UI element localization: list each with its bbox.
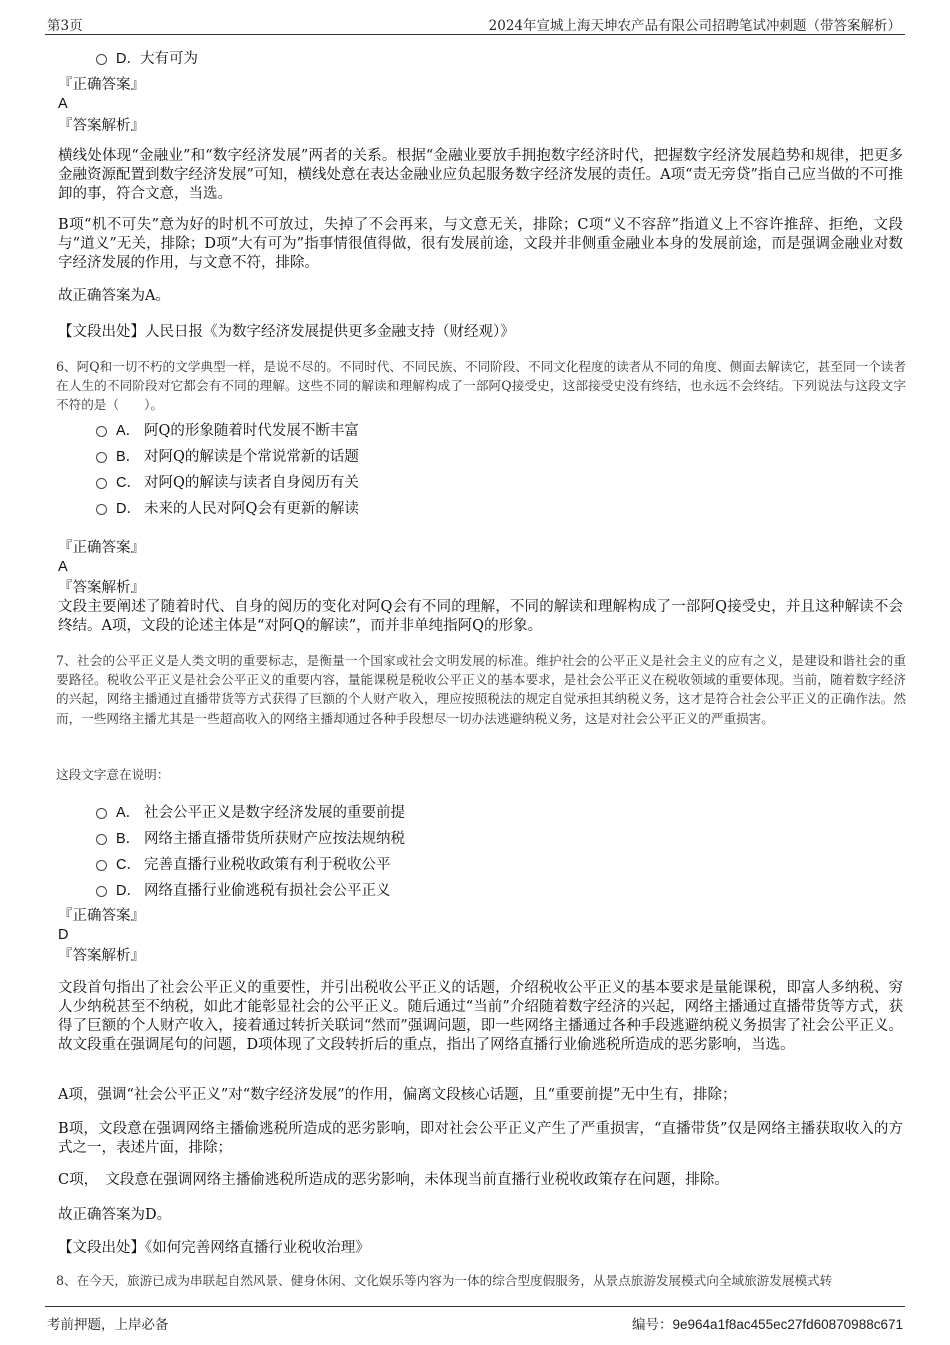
analysis-conclusion: 故正确答案为A。 (58, 288, 170, 304)
code-value: 9e964a1f8ac455ec27fd60870988c671 (672, 1317, 903, 1332)
radio-icon[interactable] (96, 426, 107, 437)
footer-slogan: 考前押题，上岸必备 (47, 1317, 169, 1333)
answer-label: 『正确答案』 (58, 77, 145, 93)
radio-icon[interactable] (96, 808, 107, 819)
analysis-label: 『答案解析』 (58, 948, 145, 964)
question-6-stem: 6、阿Q和一切不朽的文学典型一样，是说不尽的。不同时代、不同民族、不同阶段、不同文化程度的读者从不同的角度、侧面去解读它，甚至同一个读者在人生的不同阶段对它都会有不同的理解。这些不同的解读和理解构成了一部阿Q接受史，这部接受史没有终结，也永远不会终结。下列说法与这段文字不符的是（ ）。 (56, 359, 906, 413)
question-7-prompt: 这段文字意在说明： (56, 767, 170, 782)
analysis-paragraph: 文段首句指出了社会公平正义的重要性，并引出税收公平正义的话题，介绍税收公平正义的基本要求是量能课税，即富人多纳税、穷人少纳税甚至不纳税，如此才能彰显社会的公平正义。随后通过“当前”介绍随着数字经济的兴起，网络主播通过直播带货等方式，获得了巨额的个人财产收入，接着通过转折关联词“然而”强调问题，即一些网络主播通过各种手段逃避纳税义务损害了社会公平正义。故文段重在强调尾句的问题，D项体现了文段转折后的重点，指出了网络直播行业偷逃税所造成的恶劣影响，当选。 (58, 980, 903, 1053)
document-code (632, 1313, 903, 1333)
radio-icon[interactable] (96, 886, 107, 897)
analysis-paragraph: B项，文段意在强调网络主播偷逃税所造成的恶劣影响，即对社会公平正义产生了严重损害，“直播带货”仅是网络主播获取收入的方式之一，表述片面，排除； (58, 1121, 903, 1156)
code-label: 编号： (632, 1317, 673, 1333)
analysis-paragraph: C项， 文段意在强调网络主播偷逃税所造成的恶劣影响，未体现当前直播行业税收政策存在问题，排除。 (58, 1172, 729, 1188)
radio-icon[interactable] (96, 478, 107, 489)
answer-value: D (58, 927, 69, 943)
radio-icon[interactable] (96, 834, 107, 845)
radio-icon[interactable] (96, 860, 107, 871)
question-8-stem: 8、在今天，旅游已成为串联起自然风景、健身休闲、文化娱乐等内容为一体的综合型度假服务，从景点旅游发展模式向全域旅游发展模式转 (56, 1273, 833, 1288)
question-7-stem: 7、社会的公平正义是人类文明的重要标志，是衡量一个国家或社会文明发展的标准。维护社会的公平正义是社会主义的应有之义，是建设和谐社会的重要路径。税收公平正义是社会公平正义的重要内容，量能课税是税收公平正义的基本要求，是社会公平正义在税收领域的重要体现。当前，随着数字经济的兴起，网络主播通过直播带货等方式获得了巨额的个人财产收入，理应按照税法的规定自觉承担其纳税义务，这才是符合社会公平正义的正确作法。然而，一些网络主播尤其是一些超高收入的网络主播却通过各种手段想尽一切办法逃避纳税义务，这是对社会公平正义的严重损害。 (56, 653, 906, 726)
answer-value: A (58, 96, 68, 112)
page-header (45, 12, 905, 35)
page-number: 第3页 (47, 18, 83, 34)
source-citation: 【文段出处】《如何完善网络直播行业税收治理》 (58, 1240, 370, 1256)
radio-icon[interactable] (96, 452, 107, 463)
document-title: 2024年宣城上海天坤农产品有限公司招聘笔试冲刺题（带答案解析） (488, 18, 901, 34)
analysis-label: 『答案解析』 (58, 118, 145, 134)
analysis-conclusion: 故正确答案为D。 (58, 1207, 172, 1223)
radio-icon[interactable] (96, 504, 107, 515)
source-citation: 【文段出处】人民日报《为数字经济发展提供更多金融支持（财经观）》 (58, 324, 515, 340)
answer-label: 『正确答案』 (58, 540, 145, 556)
answer-value: A (58, 559, 68, 575)
analysis-label: 『答案解析』 (58, 580, 145, 596)
answer-label: 『正确答案』 (58, 908, 145, 924)
analysis-paragraph: 文段主要阐述了随着时代、自身的阅历的变化对阿Q会有不同的理解，不同的解读和理解构成了一部阿Q接受史，并且这种解读不会终结。A项，文段的论述主体是“对阿Q的解读”，而并非单纯指阿Q的形象。 (58, 599, 903, 634)
page-footer (45, 1306, 905, 1331)
analysis-paragraph: A项，强调“社会公平正义”对“数字经济发展”的作用，偏离文段核心话题，且“重要前提”无中生有，排除； (58, 1087, 737, 1103)
radio-icon[interactable] (96, 54, 107, 65)
analysis-paragraph: 横线处体现“金融业”和“数字经济发展”两者的关系。根据“金融业要放手拥抱数字经济时代，把握数字经济发展趋势和规律，把更多金融资源配置到数字经济发展”可知，横线处意在表达金融业应负起服务数字经济发展的责任。A项“责无旁贷”指自己应当做的不可推卸的事，符合文意，当选。 (58, 148, 903, 202)
analysis-paragraph: B项“机不可失”意为好的时机不可放过，失掉了不会再来，与文意无关，排除；C项“义不容辞”指道义上不容许推辞、拒绝，文段与“道义”无关，排除；D项“大有可为”指事情很值得做，很有发展前途，文段并非侧重金融业本身的发展前途，而是强调金融业对数字经济发展的作用，与文意不符，排除。 (58, 217, 903, 271)
